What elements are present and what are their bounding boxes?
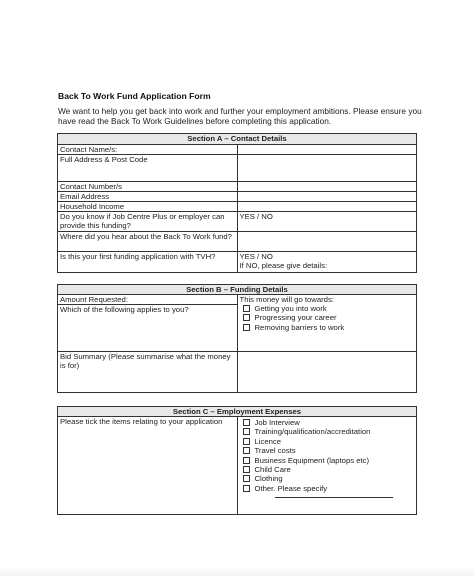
job-centre-answer[interactable]: YES / NO — [237, 212, 417, 232]
funding-options-cell — [237, 295, 417, 352]
household-income-field[interactable] — [237, 202, 417, 212]
contact-name-field[interactable] — [237, 145, 417, 155]
bid-summary-label: Bid Summary (Please summarise what the money is for) — [58, 352, 238, 393]
option-job-interview[interactable]: Job Interview — [240, 418, 415, 427]
expenses-options-cell — [237, 417, 417, 515]
section-c-table — [57, 406, 417, 515]
heard-about-question: Where did you hear about the Back To Work fund? — [58, 232, 238, 252]
bid-summary-field[interactable] — [237, 352, 417, 393]
section-c-heading: Section C – Employment Expenses — [58, 407, 417, 417]
option-training[interactable]: Training/qualification/accreditation — [240, 427, 415, 436]
heard-about-field[interactable] — [237, 232, 417, 252]
first-application-answer[interactable]: YES / NO If NO, please give details: — [237, 252, 417, 273]
contact-number-field[interactable] — [237, 182, 417, 192]
job-centre-question: Do you know if Job Centre Plus or employer can provide this funding? — [58, 212, 238, 232]
checkbox-icon[interactable] — [243, 485, 250, 492]
checkbox-icon[interactable] — [243, 466, 250, 473]
email-field[interactable] — [237, 192, 417, 202]
tick-items-label: Please tick the items relating to your application — [58, 417, 238, 515]
option-business-equipment[interactable]: Business Equipment (laptops etc) — [240, 456, 415, 465]
checkbox-icon[interactable] — [243, 305, 250, 312]
checkbox-icon[interactable] — [243, 324, 250, 331]
specify-line[interactable] — [275, 496, 393, 498]
option-removing-barriers[interactable]: Removing barriers to work — [240, 323, 415, 332]
contact-name-label: Contact Name/s: — [58, 145, 238, 155]
intro-paragraph: We want to help you get back into work and further your employment ambitions. Please ensure you have read the Back To Work Guidelines before completing this application. — [58, 106, 422, 126]
option-other[interactable]: Other. Please specify — [240, 484, 415, 493]
page-edge — [0, 566, 474, 576]
address-field[interactable] — [237, 155, 417, 182]
form-title: Back To Work Fund Application Form — [58, 91, 211, 101]
household-income-label: Household Income — [58, 202, 238, 212]
address-label: Full Address & Post Code — [58, 155, 238, 182]
checkbox-icon[interactable] — [243, 475, 250, 482]
option-progressing-career[interactable]: Progressing your career — [240, 313, 415, 322]
first-application-question: Is this your first funding application with TVH? — [58, 252, 238, 273]
applies-question: Which of the following applies to you? — [58, 305, 238, 352]
option-travel-costs[interactable]: Travel costs — [240, 446, 415, 455]
option-clothing[interactable]: Clothing — [240, 474, 415, 483]
email-label: Email Address — [58, 192, 238, 202]
option-licence[interactable]: Licence — [240, 437, 415, 446]
towards-label: This money will go towards: — [239, 295, 334, 304]
checkbox-icon[interactable] — [243, 314, 250, 321]
checkbox-icon[interactable] — [243, 428, 250, 435]
section-b-table — [57, 284, 417, 393]
section-a-heading: Section A – Contact Details — [58, 134, 417, 145]
section-a-table — [57, 133, 417, 273]
option-getting-into-work[interactable]: Getting you into work — [240, 304, 415, 313]
checkbox-icon[interactable] — [243, 457, 250, 464]
checkbox-icon[interactable] — [243, 447, 250, 454]
option-child-care[interactable]: Child Care — [240, 465, 415, 474]
checkbox-icon[interactable] — [243, 438, 250, 445]
checkbox-icon[interactable] — [243, 419, 250, 426]
section-b-heading: Section B – Funding Details — [58, 285, 417, 295]
amount-label: Amount Requested: — [58, 295, 238, 305]
contact-number-label: Contact Number/s — [58, 182, 238, 192]
